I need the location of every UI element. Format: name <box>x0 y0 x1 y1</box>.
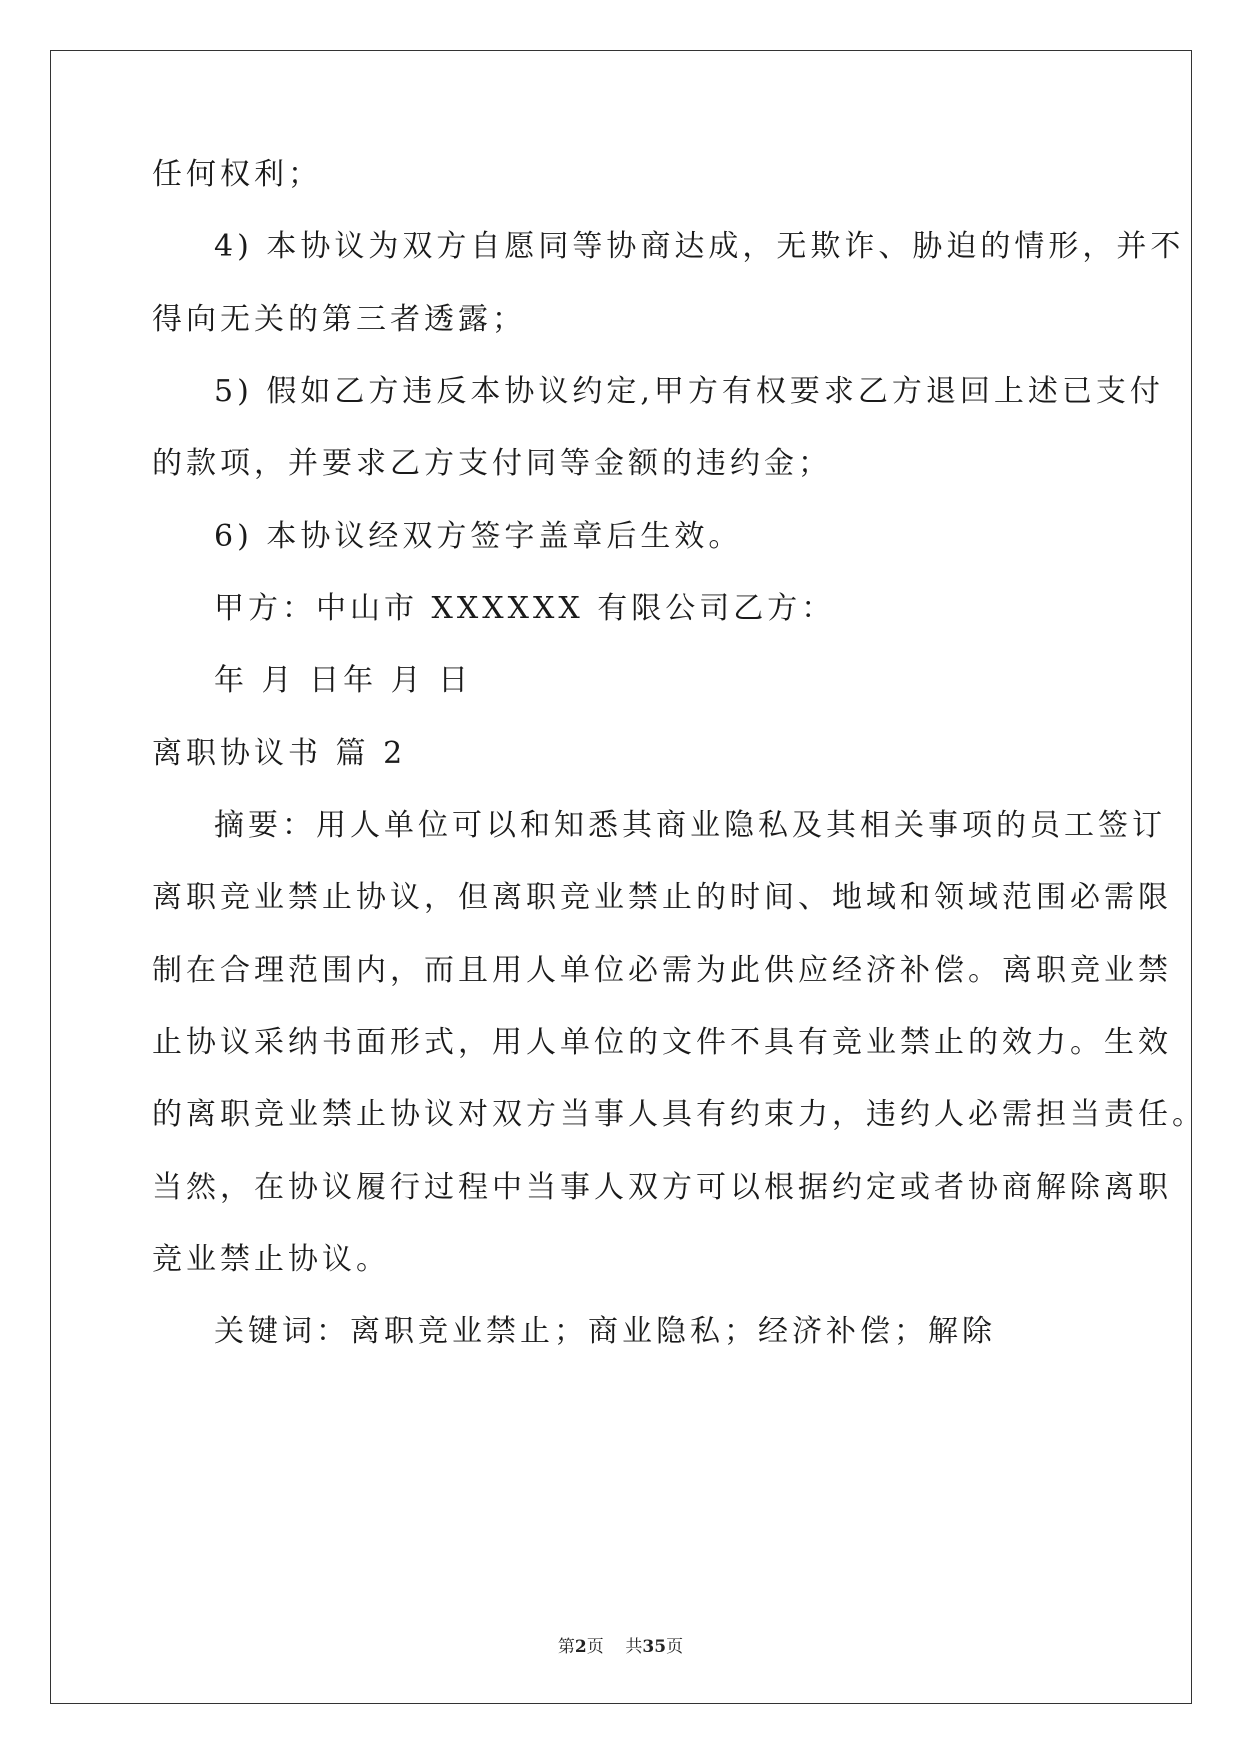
current-page-number: 2 <box>574 1637 587 1657</box>
text-line: 得向无关的第三者透露； <box>152 302 526 337</box>
page-footer <box>0 1632 1241 1657</box>
text-line: 年 月 日年 月 日 <box>214 663 473 698</box>
text-line: 4) 本协议为双方自愿同等协商达成，无欺诈、胁迫的情形，并不 <box>214 229 1185 264</box>
text-line: 竞业禁止协议。 <box>152 1242 390 1277</box>
text-line: 摘要：用人单位可以和知悉其商业隐私及其相关事项的员工签订 <box>214 808 1166 843</box>
text-line: 关键词：离职竞业禁止；商业隐私；经济补偿；解除 <box>214 1314 996 1349</box>
text-line: 止协议采纳书面形式，用人单位的文件不具有竞业禁止的效力。生效 <box>152 1025 1172 1060</box>
text-line: 制在合理范围内，而且用人单位必需为此供应经济补偿。离职竞业禁 <box>152 953 1172 988</box>
total-page-count: 35 <box>642 1637 667 1657</box>
footer-total-prefix: 共 <box>625 1637 643 1657</box>
text-line: 甲方：中山市 XXXXXX 有限公司乙方： <box>214 591 836 626</box>
footer-prefix: 第 <box>557 1637 575 1657</box>
section-heading: 离职协议书 篇 2 <box>152 736 407 771</box>
footer-total-suffix: 页 <box>666 1637 684 1657</box>
text-line: 6) 本协议经双方签字盖章后生效。 <box>214 519 743 554</box>
text-line: 5) 假如乙方违反本协议约定,甲方有权要求乙方退回上述已支付 <box>214 374 1164 409</box>
text-line: 任何权利； <box>152 157 322 192</box>
text-line: 的款项，并要求乙方支付同等金额的违约金； <box>152 446 832 481</box>
footer-page-suffix: 页 <box>586 1637 604 1657</box>
text-line: 的离职竞业禁止协议对双方当事人具有约束力，违约人必需担当责任。 <box>152 1097 1206 1132</box>
text-line: 当然，在协议履行过程中当事人双方可以根据约定或者协商解除离职 <box>152 1170 1172 1205</box>
text-line: 离职竞业禁止协议，但离职竞业禁止的时间、地域和领域范围必需限 <box>152 880 1172 915</box>
page-border <box>50 50 1192 1704</box>
